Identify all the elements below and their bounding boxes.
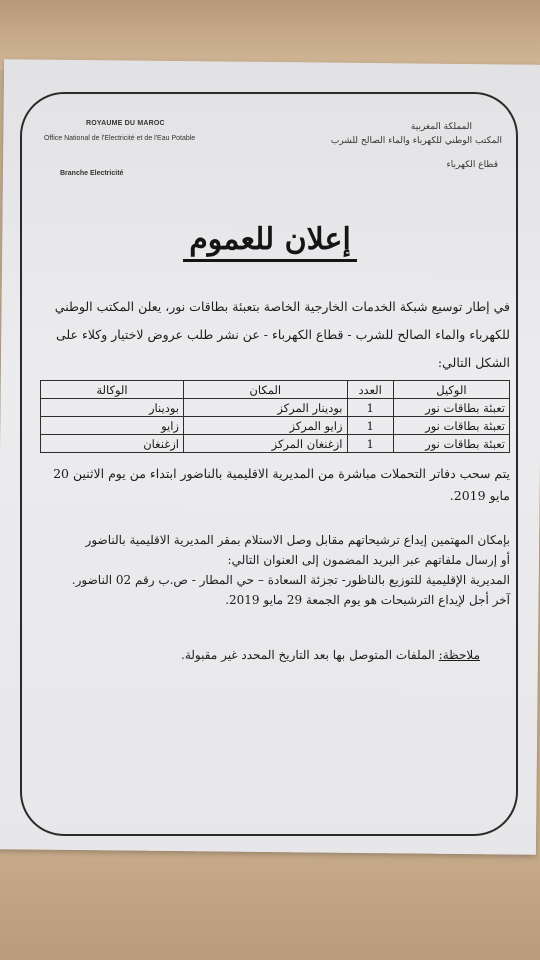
note-label: ملاحظة: [438,648,480,662]
col-place: المكان [183,381,347,399]
fr-branch: Branche Electricité [60,170,124,177]
table-surface-bottom [0,845,540,960]
header-arabic [312,122,502,170]
cell-agent: تعبئة بطاقات نور [393,417,509,435]
submission-line-1: بإمكان المهتمين إيداع ترشيحاتهم مقابل وصل الاستلام بمقر المديرية الاقليمية بالناضور [85,533,510,547]
cell-agent: تعبئة بطاقات نور [393,435,509,453]
col-agency: الوكالة [41,381,184,399]
note-paragraph [30,648,480,662]
agents-table [40,380,510,453]
table-row [41,399,510,417]
fr-office: Office National de l'Electricité et de l'Eau Potable [44,135,196,142]
header-french [44,120,224,177]
announcement-title [0,222,540,257]
cell-count: 1 [347,435,393,453]
table-header-row [41,381,510,399]
table-row [41,417,510,435]
withdraw-paragraph: يتم سحب دفاتر التحملات مباشرة من المديرية الاقليمية بالناضور ابتداء من يوم الاثنين 20 مايو 2019. [53,466,510,503]
cell-agency: زايو [41,417,184,435]
cell-place: بودينار المركز [183,399,347,417]
col-count: العدد [347,381,393,399]
ar-office: المكتب الوطني للكهرباء والماء الصالح للشرب [330,136,502,146]
table-row [41,435,510,453]
col-agent: الوكيل [393,381,509,399]
note-text: الملفات المتوصل بها بعد التاريخ المحدد غير مقبولة. [181,648,435,662]
cell-agency: بودينار [41,399,184,417]
intro-paragraph: في إطار توسيع شبكة الخدمات الخارجية الخاصة بتعبئة بطاقات نور، يعلن المكتب الوطني للكهرباء والماء الصالح للشرب - قطاع الكهرباء - عن نشر طلب عروض لاختيار وكلاء على الشكل التالي: [54,299,510,370]
cell-place: ازغنغان المركز [183,435,347,453]
submission-paragraph [26,530,510,610]
ar-kingdom: المملكة المغربية [410,122,472,132]
cell-agency: ازغنغان [41,435,184,453]
fr-kingdom: ROYAUME DU MAROC [86,120,165,127]
cell-count: 1 [347,399,393,417]
submission-line-4: آخر أجل لإيداع الترشيحات هو يوم الجمعة 29 مايو 2019. [225,593,510,607]
ar-branch: قطاع الكهرباء [446,160,498,170]
submission-line-3: المديرية الإقليمية للتوزيع بالناظور- تجزئة السعادة – حي المطار - ص.ب رقم 02 الناضور. [71,573,510,587]
title-text: إعلان للعموم [183,222,357,262]
cell-count: 1 [347,417,393,435]
cell-place: زايو المركز [183,417,347,435]
submission-line-2: أو إرسال ملفاتهم عبر البريد المضمون إلى العنوان التالي: [227,553,510,567]
cell-agent: تعبئة بطاقات نور [393,399,509,417]
